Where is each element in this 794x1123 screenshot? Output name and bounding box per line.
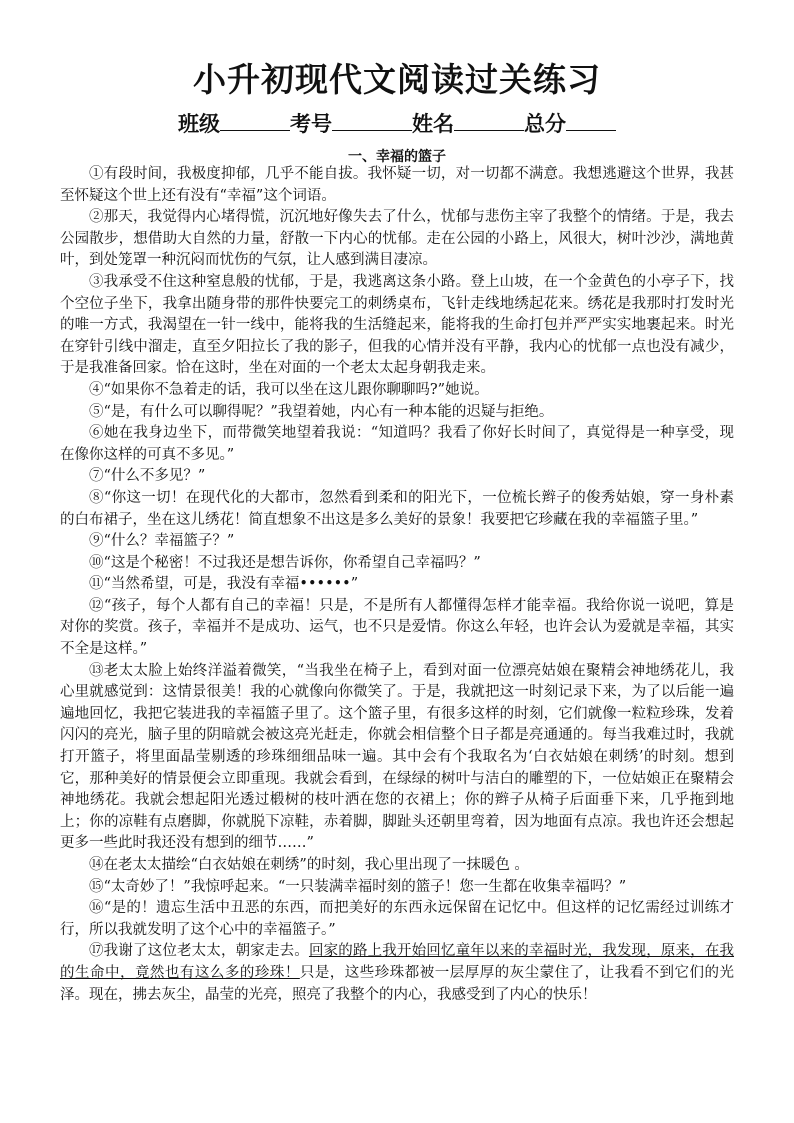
paragraph-17 [60, 941, 734, 1006]
exam-no-label: 考号 [290, 112, 332, 136]
paragraph-8: ⑧“你这一切！在现代化的大都市，忽然看到柔和的阳光下，一位梳长辫子的俊秀姑娘，穿一身朴素的白布裙子，坐在这儿绣花！简直想象不出这是多么美好的景象！我要把它珍藏在我的幸福篮子里。” [60, 489, 734, 528]
paragraph-7: ⑦“什么不多见？” [89, 468, 206, 485]
section-title: 一、幸福的篮子 [348, 149, 446, 165]
paragraph-9: ⑨“什么？幸福篮子？” [89, 533, 235, 550]
passage-body [60, 164, 734, 1006]
paragraph-6: ⑥她在我身边坐下，而带微笑地望着我说：“知道吗？我看了你好长时间了，真觉得是一种享受，现在像你这样的可真不多见。” [60, 425, 734, 463]
class-label: 班级 [178, 112, 220, 136]
paragraph-11: ⑪“当然希望，可是，我没有幸福••••••” [89, 576, 359, 593]
class-blank [220, 112, 290, 131]
paragraph-2: ②那天，我觉得内心堵得慌，沉沉地好像失去了什么，忧郁与悲伤主宰了我整个的情绪。于是，我去公园散步，想借助大自然的力量，舒散一下内心的忧郁。走在公园的小路上，风很大，树叶沙沙，满地黄叶，到处笼罩一种沉闷而忧伤的气氛，让人感到满目凄凉。 [60, 209, 734, 269]
paragraph-17-start: ⑰我谢了这位老太太，朝家走去。 [89, 943, 309, 960]
score-label: 总分 [524, 112, 566, 136]
paragraph-17-end: 只是，这些珍珠都被一层厚厚的灰尘蒙住了，让我看不到它们的光泽。现在，拂去灰尘，晶莹的光亮，照亮了我整个的内心，我感受到了内心的快乐！ [60, 964, 735, 1003]
paragraph-13: ⑬老太太脸上始终洋溢着微笑，“当我坐在椅子上，看到对面一位漂亮姑娘在聚精会神地绣花儿，我心里就感觉到：这情景很美！我的心就像向你微笑了。于是，我就把这一时刻记录下来，为了以后能一遍遍地回忆，我把它装进我的幸福篮子里了。这个篮子里，有很多这样的时刻，它们就像一粒粒珍珠，发着闪闪的亮光，脑子里的阴暗就会被这亮光赶走，你就会相信整个日子都是亮通通的。每当我难过时，我就打开篮子，将里面晶莹剔透的珍珠细细品味一遍。其中会有个我取名为‘白衣姑娘在刺绣’的时刻。想到它，那种美好的情景便会立即重现。我就会看到，在绿绿的树叶与洁白的雕塑的下，一位姑娘正在聚精会神地绣花。我就会想起阳光透过椴树的枝叶洒在您的衣裙上；你的辫子从椅子后面垂下来，几乎拖到地上；你的凉鞋有点磨脚，你就脱下凉鞋，赤着脚，脚趾头还朝里弯着，因为地面有点凉。我也许还会想起更多一些此时我还没有想到的细节……” [60, 662, 734, 852]
paragraph-14: ⑭在老太太描绘“白衣姑娘在刺绣”的时刻，我心里出现了一抹暖色 。 [89, 857, 529, 873]
paragraph-15: ⑮“太奇妙了！”我惊呼起来。“一只装满幸福时刻的篮子！您一生都在收集幸福吗？” [89, 878, 627, 895]
underlined-sentence: 回家的路上我开始回忆童年以来的幸福时光，我发现，原来，在我的生命中，竟然也有这么多的珍珠！ [60, 943, 735, 981]
paragraph-4: ④“如果你不急着走的话，我可以坐在这儿跟你聊聊吗?”她说。 [89, 381, 489, 398]
paragraph-5: ⑤“是，有什么可以聊得呢？”我望着她，内心有一种本能的迟疑与拒绝。 [89, 403, 554, 420]
score-blank [566, 112, 616, 131]
paragraph-12: ⑫“孩子，每个人都有自己的幸福！只是，不是所有人都懂得怎样才能幸福。我给你说一说吧，算是对你的奖赏。孩子，幸福并不是成功、运气，也不只是爱情。你这么年轻，也许会认为爱就是幸福，其实不全是这样。” [60, 597, 734, 658]
name-label: 姓名 [412, 112, 454, 136]
student-info-line [0, 108, 794, 138]
paragraph-1: ①有段时间，我极度抑郁，几乎不能自拔。我怀疑一切，对一切都不满意。我想逃避这个世界，我甚至怀疑这个世上还有没有“幸福”这个词语。 [60, 166, 734, 204]
page-title: 小升初现代文阅读过关练习 [193, 60, 601, 99]
name-blank [454, 112, 524, 131]
exam-no-blank [332, 112, 412, 131]
paragraph-16: ⑯“是的！遗忘生活中丑恶的东西，而把美好的东西永远保留在记忆中。但这样的记忆需经过训练才行，所以我就发明了这个心中的幸福篮子。” [60, 900, 734, 938]
paragraph-10: ⑩“这是个秘密！不过我还是想告诉你，你希望自己幸福吗？” [89, 554, 481, 571]
paragraph-3: ③我承受不住这种窒息般的忧郁，于是，我逃离这条小路。登上山坡，在一个金黄色的小亭子下，找个空位子坐下，我拿出随身带的那件快要完工的刺绣桌布，飞针走线地绣起花来。绣花是我那时打发时光的唯一方式，我渴望在一针一线中，能将我的生活缝起来，能将我的生命打包并严严实实地裹起来。时光在穿针引线中溜走，直至夕阳拉长了我的影子，但我的心情并没有平静，我内心的忧郁一点也没有减少，于是我准备回家。恰在这时，坐在对面的一个老太太起身朝我走来。 [60, 273, 734, 377]
